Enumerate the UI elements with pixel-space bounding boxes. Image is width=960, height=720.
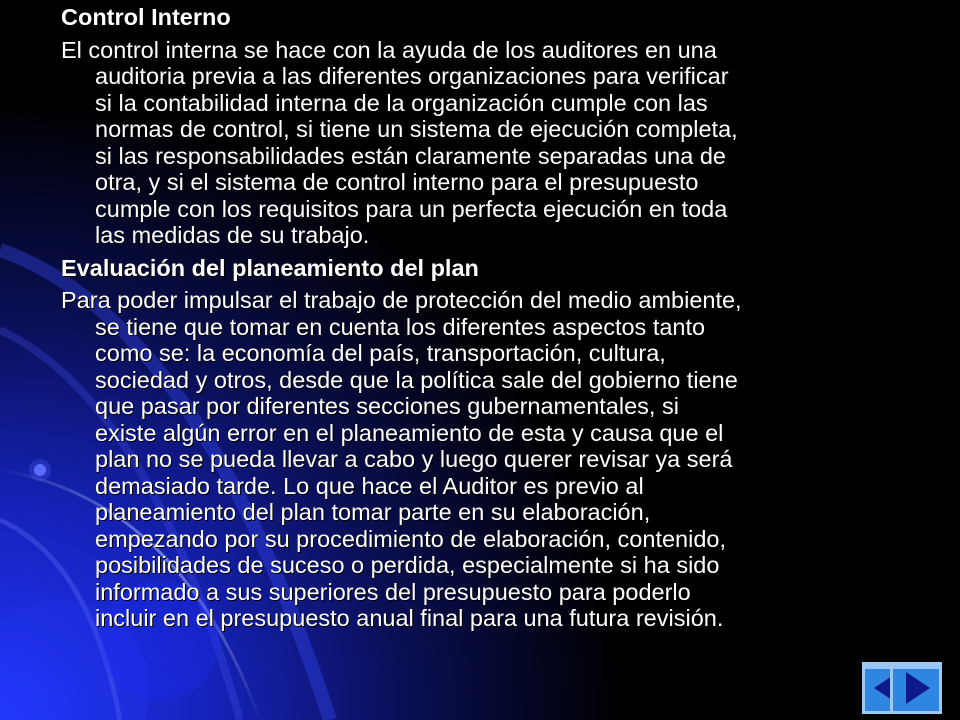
slide-content xyxy=(61,4,931,638)
heading-evaluacion: Evaluación del planeamiento del plan xyxy=(61,254,479,281)
forward-button[interactable] xyxy=(890,662,942,714)
arrow-right-icon xyxy=(890,662,942,714)
heading-control-interno: Control Interno xyxy=(61,4,231,30)
paragraph-evaluacion: Para poder impulsar el trabajo de protección del medio ambiente, se tiene que tomar en cuenta los diferentes aspectos tanto como se: la economía del país, transportación, cultura, sociedad y otros, desde que la política sale del gobierno tiene que pasar por diferentes secciones gubernamentales, si existe algún error en el planeamiento de esta y causa que el plan no se pueda llevar a cabo y luego querer revisar ya será demasiado tarde. Lo que hace el Auditor es previo al planeamiento del plan tomar parte en su elaboración, empezando por su procedimiento de elaboración, contenido, posibilidades de suceso o perdida, especialmente si ha sido informado a sus superiores del presupuesto para poderlo incluir en el presupuesto anual final para una futura revisión. xyxy=(61,287,742,631)
paragraph-control-interno: El control interna se hace con la ayuda de los auditores en una auditoria previa a las diferentes organizaciones para verificar si la contabilidad interna de la organización cumple con las normas de control, si tiene un sistema de ejecución completa, si las responsabilidades están claramente separadas una de otra, y si el sistema de control interno para el presupuesto cumple con los requisitos para un perfecta ejecución en toda las medidas de su trabajo. xyxy=(61,36,738,248)
